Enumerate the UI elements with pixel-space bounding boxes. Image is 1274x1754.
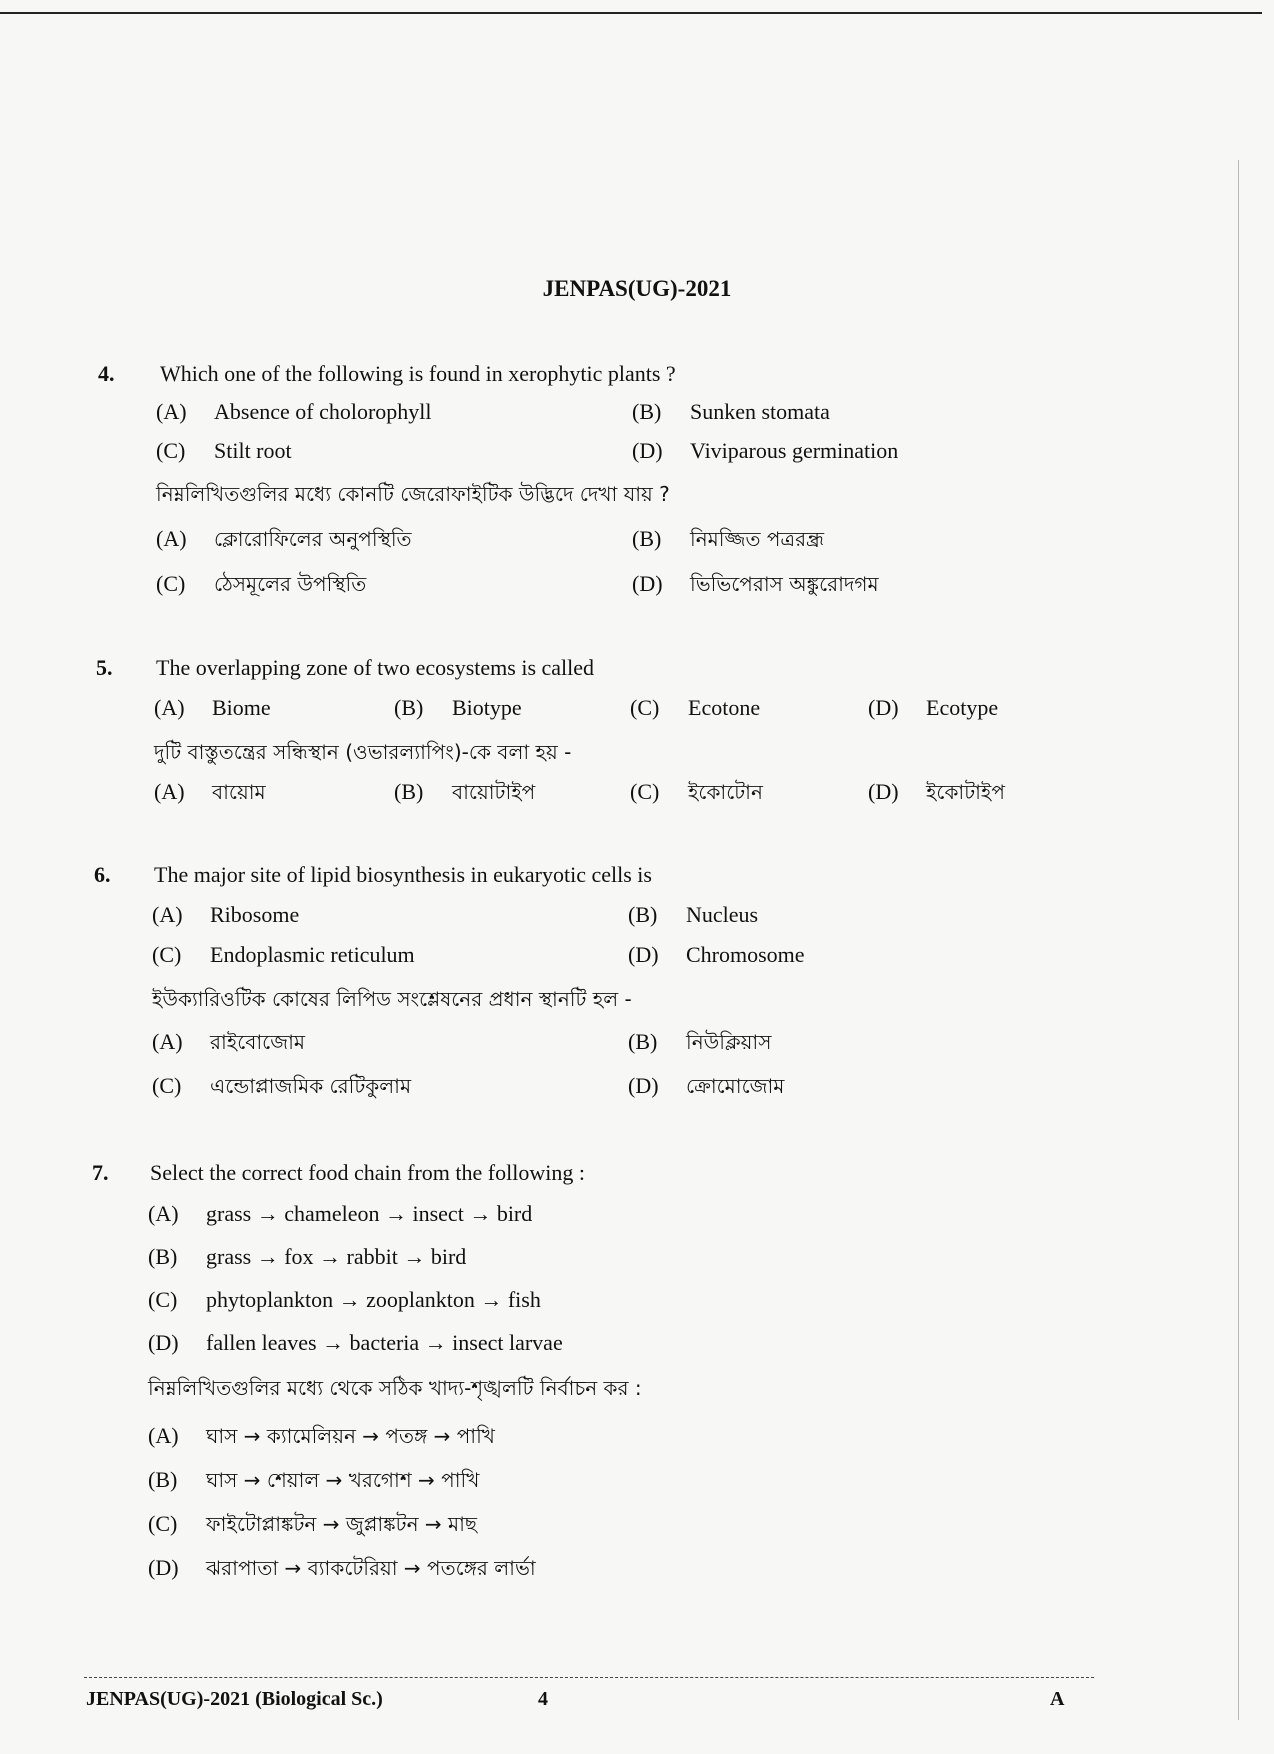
page-number: 4 bbox=[538, 1688, 548, 1710]
question-text-bengali: নিম্নলিখিতগুলির মধ্যে থেকে সঠিক খাদ্য-শৃঙ্খলটি নির্বাচন কর : bbox=[148, 1376, 642, 1400]
option-a: (A) Absence of cholorophyll bbox=[156, 399, 432, 424]
bengali-option-c: (C) ইকোটোন bbox=[630, 779, 763, 804]
option-c: (C) Stilt root bbox=[156, 438, 292, 463]
bengali-option-b: (B) নিমজ্জিত পত্ররন্ধ্র bbox=[632, 526, 825, 551]
bengali-option-d: (D) ক্রোমোজোম bbox=[628, 1073, 785, 1098]
option-c: (C) Ecotone bbox=[630, 695, 761, 720]
question-text: The overlapping zone of two ecosystems is called bbox=[156, 655, 595, 680]
bengali-option-c: (C) ফাইটোপ্লাঙ্কটন → জুপ্লাঙ্কটন → মাছ bbox=[148, 1511, 478, 1536]
option-b: (B) Nucleus bbox=[628, 902, 759, 927]
bengali-option-a: (A) ঘাস → ক্যামেলিয়ন → পতঙ্গ → পাখি bbox=[148, 1423, 495, 1448]
option-d: (D) fallen leaves → bacteria → insect larvae bbox=[148, 1330, 563, 1355]
top-border bbox=[0, 12, 1262, 14]
question-text-bengali: নিম্নলিখিতগুলির মধ্যে কোনটি জেরোফাইটিক উদ্ভিদে দেখা যায় ? bbox=[156, 482, 670, 506]
option-a: (A) Ribosome bbox=[152, 902, 300, 927]
option-d: (D) Chromosome bbox=[628, 942, 805, 967]
option-d: (D) Viviparous germination bbox=[632, 438, 899, 463]
question-number: 5. bbox=[96, 655, 113, 680]
bengali-option-b: (B) ঘাস → শেয়াল → খরগোশ → পাখি bbox=[148, 1467, 480, 1492]
option-c: (C) phytoplankton → zooplankton → fish bbox=[148, 1287, 541, 1312]
bengali-option-b: (B) বায়োটাইপ bbox=[394, 779, 536, 804]
question-text-bengali: দুটি বাস্তুতন্ত্রের সন্ধিস্থান (ওভারল্যাপিং)-কে বলা হয় - bbox=[154, 740, 572, 764]
question-text: The major site of lipid biosynthesis in eukaryotic cells is bbox=[154, 862, 652, 887]
page-header: JENPAS(UG)-2021 bbox=[542, 276, 732, 301]
bengali-option-d: (D) ভিভিপেরাস অঙ্কুরোদগম bbox=[632, 571, 879, 596]
bengali-option-a: (A) ক্লোরোফিলের অনুপস্থিতি bbox=[156, 526, 412, 551]
bengali-option-d: (D) ইকোটাইপ bbox=[868, 779, 1005, 804]
right-border bbox=[1238, 160, 1239, 1720]
option-a: (A) Biome bbox=[154, 695, 271, 720]
option-b: (B) Biotype bbox=[394, 695, 522, 720]
footer-divider bbox=[84, 1677, 1094, 1678]
question-text: Which one of the following is found in xerophytic plants ? bbox=[160, 361, 676, 386]
bengali-option-b: (B) নিউক্লিয়াস bbox=[628, 1029, 772, 1054]
bengali-option-c: (C) এন্ডোপ্লাজমিক রেটিকুলাম bbox=[152, 1073, 412, 1098]
bengali-option-d: (D) ঝরাপাতা → ব্যাকটেরিয়া → পতঙ্গের লার্ভা bbox=[148, 1555, 536, 1580]
footer-exam-title: JENPAS(UG)-2021 (Biological Sc.) bbox=[86, 1688, 383, 1710]
question-set: A bbox=[1050, 1688, 1065, 1710]
option-c: (C) Endoplasmic reticulum bbox=[152, 942, 415, 967]
option-a: (A) grass → chameleon → insect → bird bbox=[148, 1201, 533, 1226]
option-b: (B) grass → fox → rabbit → bird bbox=[148, 1244, 467, 1269]
bengali-option-a: (A) বায়োম bbox=[154, 779, 266, 804]
option-d: (D) Ecotype bbox=[868, 695, 999, 720]
bengali-option-c: (C) ঠেসমূলের উপস্থিতি bbox=[156, 571, 367, 596]
question-number: 6. bbox=[94, 862, 111, 887]
question-number: 4. bbox=[98, 361, 115, 386]
bengali-option-a: (A) রাইবোজোম bbox=[152, 1029, 306, 1054]
question-text: Select the correct food chain from the following : bbox=[150, 1160, 585, 1185]
question-text-bengali: ইউক্যারিওটিক কোষের লিপিড সংশ্লেষনের প্রধান স্থানটি হল - bbox=[152, 987, 632, 1011]
question-number: 7. bbox=[92, 1160, 109, 1185]
option-b: (B) Sunken stomata bbox=[632, 399, 830, 424]
